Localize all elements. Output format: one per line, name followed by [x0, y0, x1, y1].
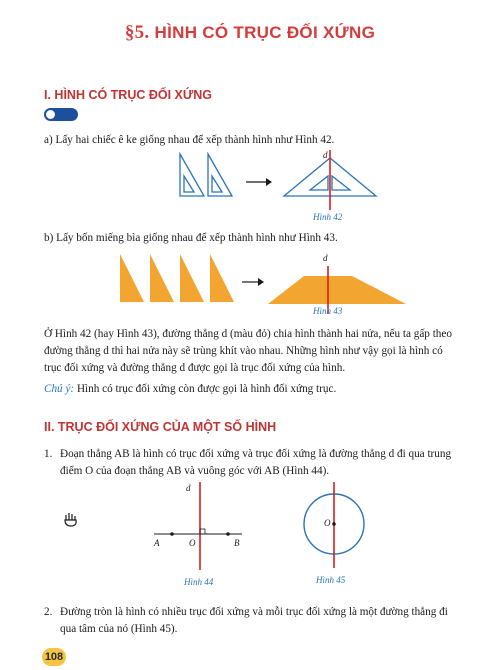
fig44-label-o: O	[189, 538, 196, 548]
figure-44	[150, 480, 246, 572]
paragraph-line: đường thẳng d thì hai nửa này sẽ trùng khít vào nhau. Những hình như vậy gọi là hình có	[44, 345, 443, 357]
item-1-text	[60, 446, 480, 480]
arrow-icon	[246, 178, 272, 186]
item-2-text	[60, 604, 485, 638]
item-2-number: 2.	[44, 606, 53, 618]
arrow-icon	[242, 278, 264, 286]
fig44-label-a: A	[154, 538, 160, 548]
item-1-number: 1.	[44, 448, 53, 460]
figure-42	[170, 148, 380, 228]
item-b-text: b) Lấy bốn miếng bìa giống nhau để xếp thành hình như Hình 43.	[44, 232, 338, 244]
section-title: HÌNH CÓ TRỤC ĐỐI XỨNG	[154, 23, 376, 42]
fig42-axis-label: d	[323, 150, 328, 160]
section-heading-2: II. TRỤC ĐỐI XỨNG CỦA MỘT SỐ HÌNH	[44, 420, 277, 434]
page-title	[0, 22, 500, 44]
page-number-badge: 108	[42, 648, 66, 666]
set-square-2-inner	[212, 176, 222, 192]
cardboard-2	[150, 254, 174, 302]
note-label: Chú ý:	[44, 383, 75, 395]
fig44-label-d: d	[186, 483, 191, 493]
definition-paragraph	[44, 326, 464, 377]
hand-icon	[62, 510, 80, 528]
item-a-text: a) Lấy hai chiếc ê ke giống nhau để xếp thành hình như Hình 42.	[44, 134, 335, 146]
fig42-caption: Hình 42	[313, 212, 343, 222]
set-square-1-inner	[184, 176, 194, 192]
section-heading-1: I. HÌNH CÓ TRỤC ĐỐI XỨNG	[44, 88, 213, 102]
figure-45	[298, 480, 370, 572]
fig43-caption: Hình 43	[313, 306, 343, 316]
figure-43	[118, 248, 410, 318]
paragraph-line: Ở Hình 42 (hay Hình 43), đường thẳng d (màu đỏ) chia hình thành hai nửa, nếu ta gấp theo	[44, 328, 452, 340]
point-a	[170, 532, 174, 536]
cardboard-4	[210, 254, 234, 302]
fig45-label-o: O	[324, 518, 331, 528]
fig44-label-b: B	[234, 538, 240, 548]
point-b	[226, 532, 230, 536]
item-2-line: Đường tròn là hình có nhiều trục đối xứng và mỗi trục đối xứng là một đường thẳng đi	[60, 606, 448, 618]
combined-inner-right	[332, 176, 350, 190]
item-2-line: qua tâm của nó (Hình 45).	[60, 623, 178, 635]
item-1-line: Đoạn thẳng AB là hình có trục đối xứng và trục đối xứng là đường thẳng d đi qua trung	[60, 448, 452, 460]
combined-inner-left	[310, 176, 328, 190]
combined-trapezoid	[268, 276, 406, 304]
fig45-caption: Hình 45	[316, 575, 346, 585]
note	[44, 381, 336, 398]
fig44-caption: Hình 44	[184, 577, 214, 587]
center-point	[332, 522, 336, 526]
cardboard-1	[120, 254, 144, 302]
activity-pill-icon	[44, 108, 78, 121]
item-1-line: điểm O của đoạn thẳng AB và vuông góc với AB (Hình 44).	[60, 465, 330, 477]
fig43-axis-label: d	[323, 253, 328, 263]
cardboard-3	[180, 254, 204, 302]
section-number: §5.	[124, 22, 150, 43]
paragraph-line: trục đối xứng và đường thẳng d được gọi là trục đối xứng của hình.	[44, 362, 346, 374]
note-text: Hình có trục đối xứng còn được gọi là hình đối xứng trục.	[74, 383, 337, 395]
